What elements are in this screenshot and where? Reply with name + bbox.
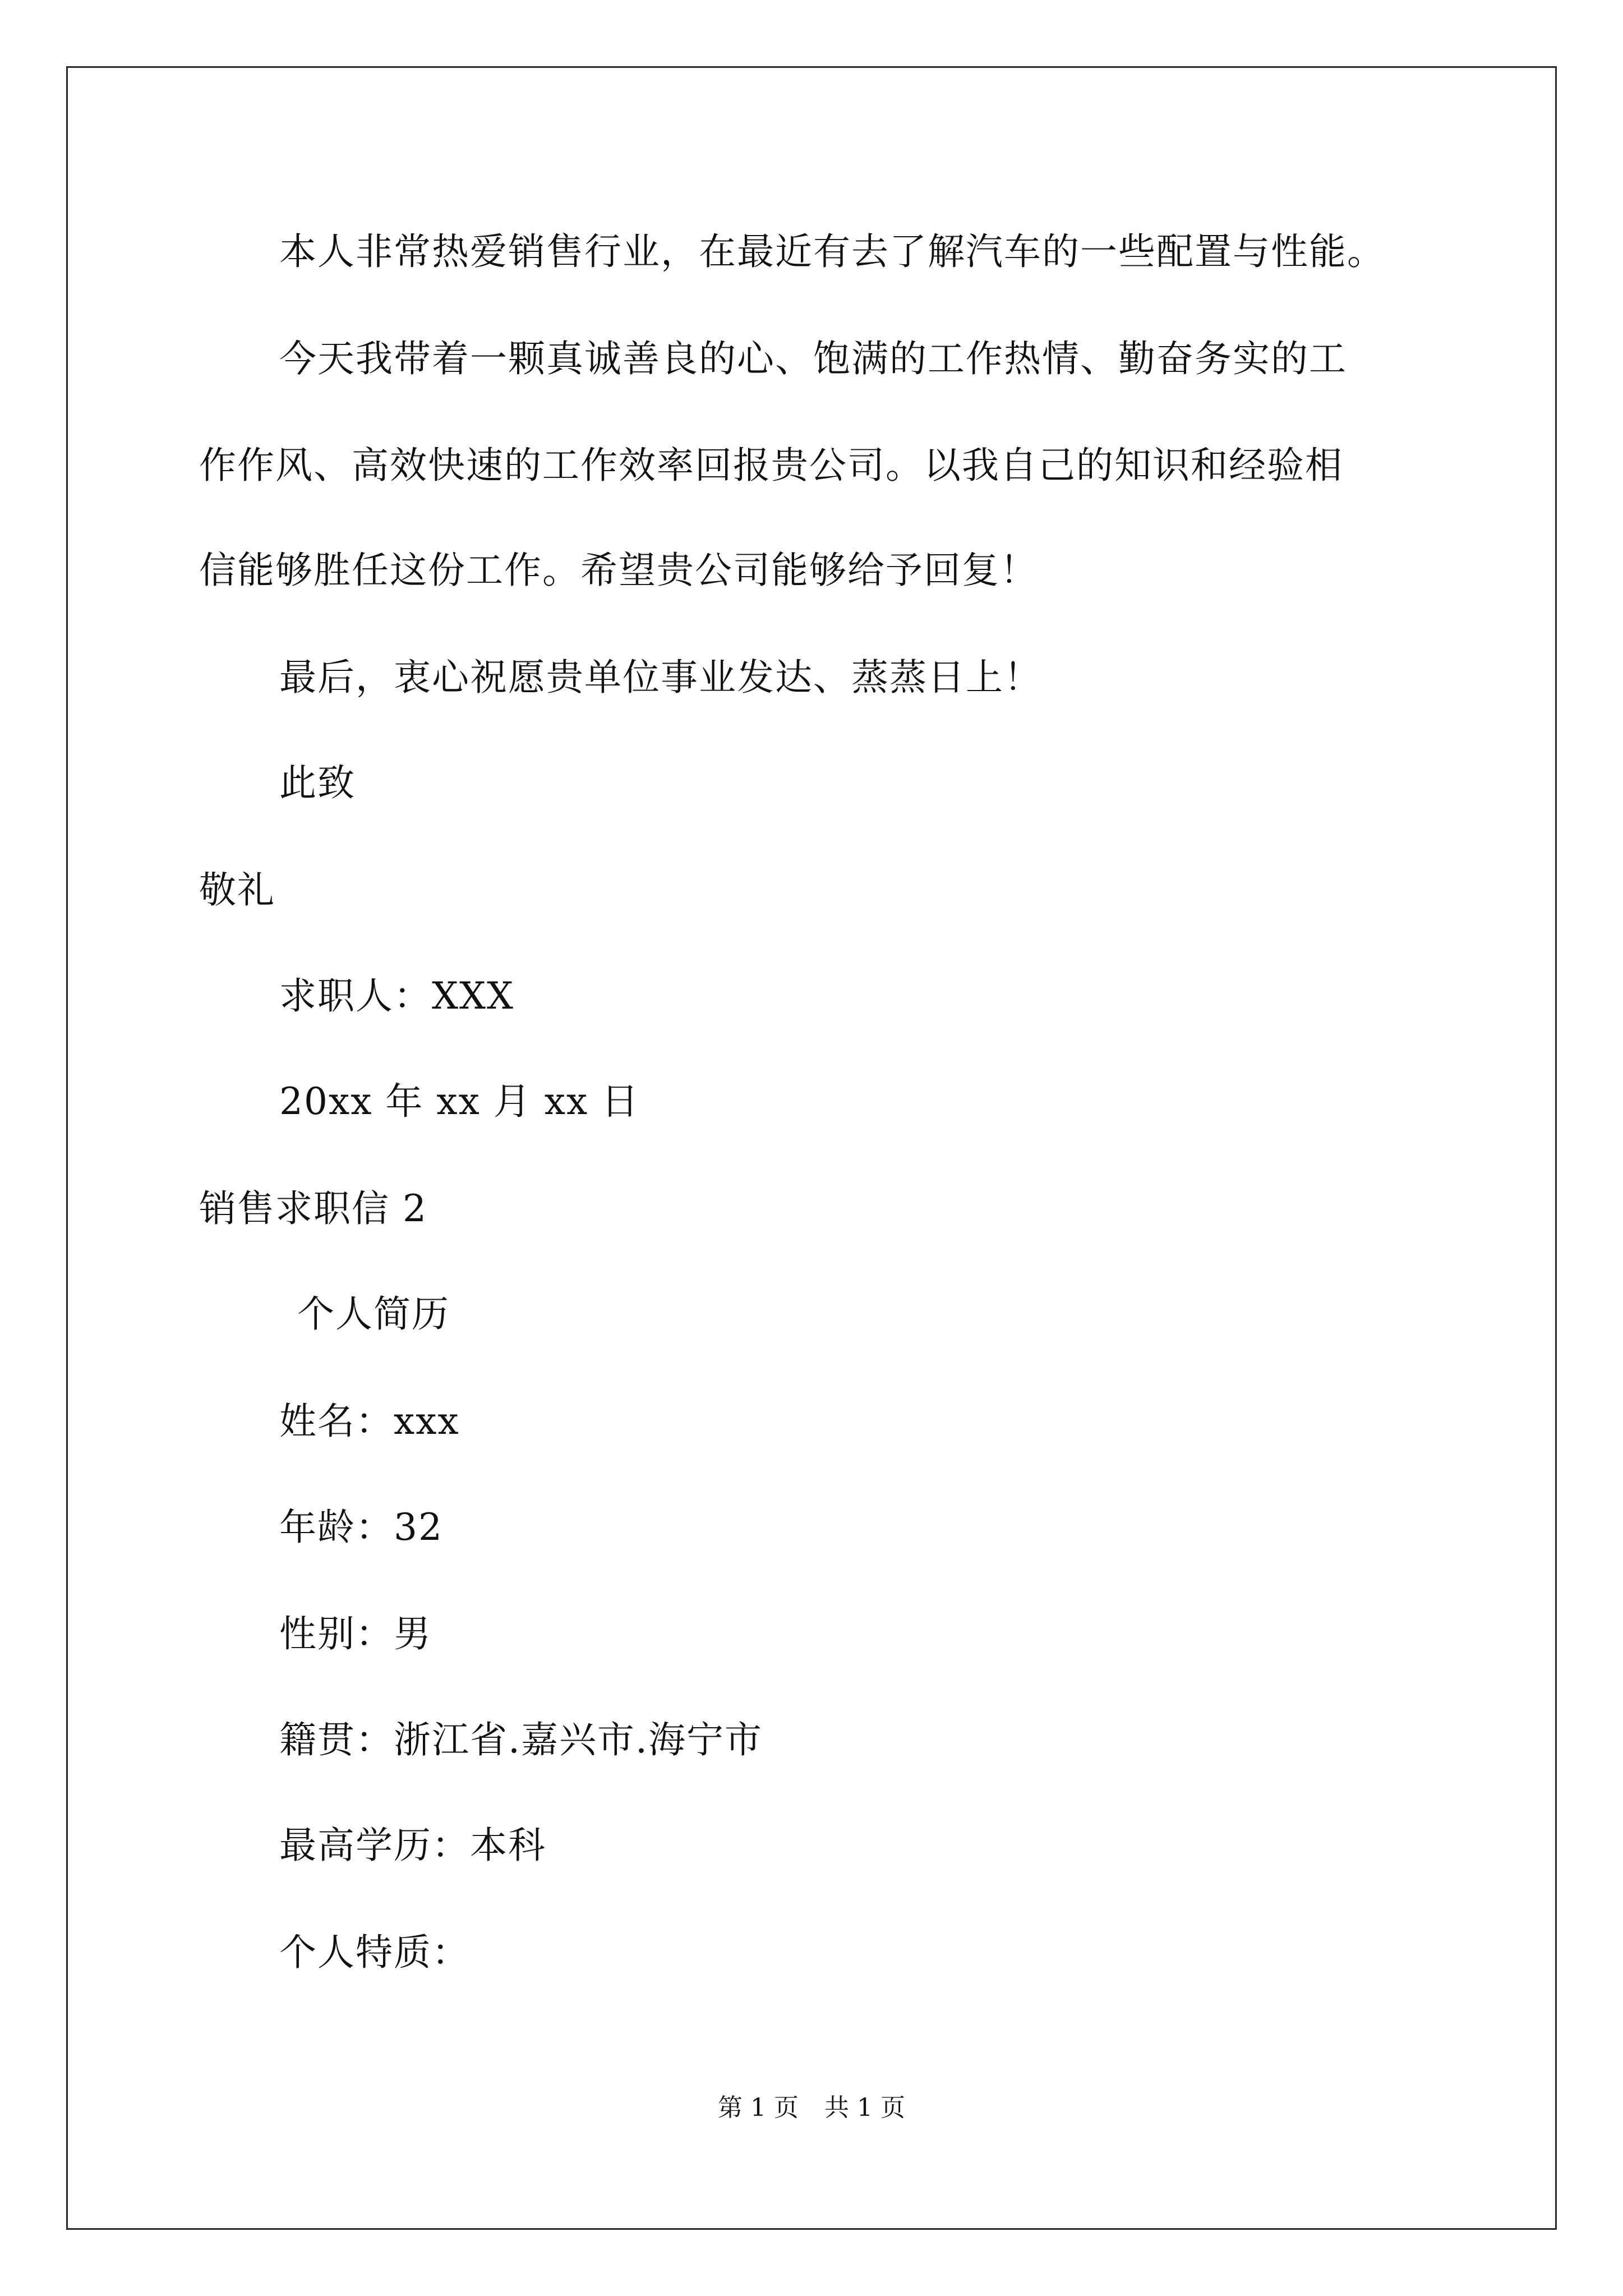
page-number: 第 1 页	[718, 2093, 799, 2122]
paragraph-line: 信能够胜任这份工作。希望贵公司能够给予回复！	[199, 549, 1038, 592]
resume-age: 年龄：32	[279, 1506, 443, 1549]
page-footer	[0, 2092, 1623, 2124]
paragraph-line: 今天我带着一颗真诚善良的心、饱满的工作热情、勤奋务实的工	[279, 337, 1347, 380]
signature-date: 20xx 年 xx 月 xx 日	[279, 1080, 640, 1123]
salutation-jing-li: 敬礼	[199, 868, 275, 912]
resume-education: 最高学历：本科	[279, 1824, 546, 1867]
page-total: 共 1 页	[824, 2093, 905, 2122]
closing-wish: 最后，衷心祝愿贵单位事业发达、蒸蒸日上！	[279, 656, 1042, 699]
salutation-ci-zhi: 此致	[279, 761, 356, 804]
section-title: 销售求职信 2	[199, 1187, 427, 1230]
paragraph-line: 作作风、高效快速的工作效率回报贵公司。以我自己的知识和经验相	[199, 444, 1343, 487]
resume-hometown: 籍贯：浙江省.嘉兴市.海宁市	[279, 1718, 763, 1761]
signature-applicant: 求职人：XXX	[279, 974, 514, 1018]
resume-gender: 性别：男	[279, 1612, 432, 1655]
paragraph-line: 本人非常热爱销售行业，在最近有去了解汽车的一些配置与性能。	[279, 230, 1385, 273]
resume-name: 姓名：xxx	[279, 1400, 460, 1443]
resume-heading: 个人简历	[297, 1292, 450, 1336]
resume-traits: 个人特质：	[279, 1931, 470, 1974]
